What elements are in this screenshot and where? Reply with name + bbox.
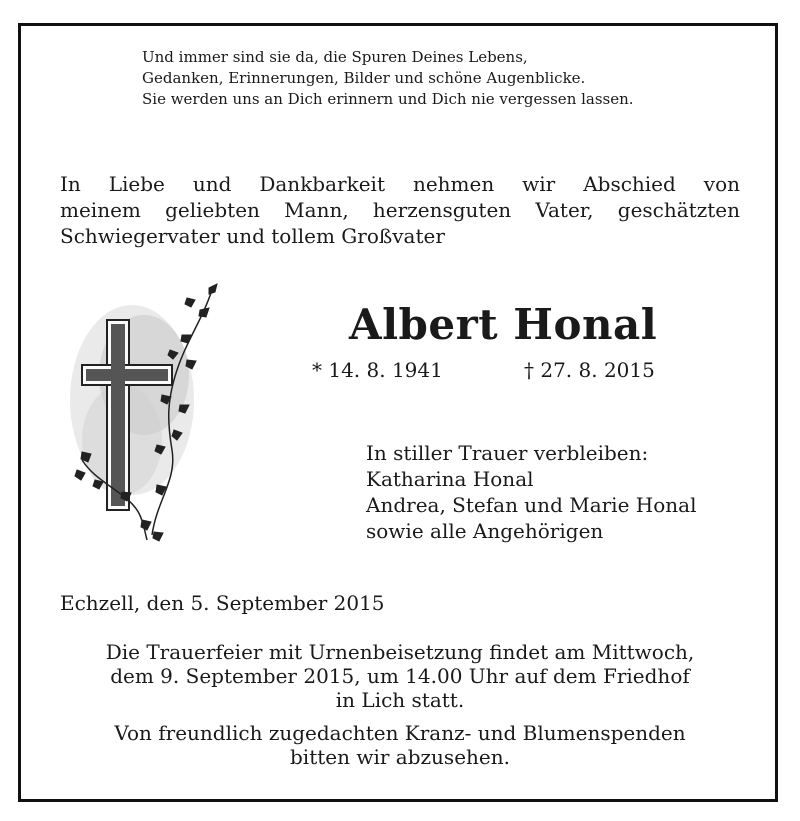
flowers-note-line: Von freundlich zugedachten Kranz- und Blumenspenden xyxy=(114,721,686,745)
motto-line: Gedanken, Erinnerungen, Bilder und schöne Augenblicke. xyxy=(142,69,586,87)
cross-with-ivy-icon xyxy=(62,280,222,550)
place-and-date: Echzell, den 5. September 2015 xyxy=(60,591,385,615)
death-date: † 27. 8. 2015 xyxy=(524,358,655,382)
intro-line: meinem geliebten Mann, herzensguten Vater, geschätzten xyxy=(60,198,740,222)
cross-shadow-background xyxy=(70,305,194,495)
service-line: in Lich statt. xyxy=(335,688,465,712)
mourner-name: Katharina Honal xyxy=(366,467,534,491)
funeral-service-info xyxy=(40,640,760,769)
mourners-block xyxy=(366,440,696,544)
deceased-name: Albert Honal xyxy=(349,300,658,349)
flowers-note-line: bitten wir abzusehen. xyxy=(290,745,510,769)
service-line: dem 9. September 2015, um 14.00 Uhr auf dem Friedhof xyxy=(110,664,690,688)
motto-line: Und immer sind sie da, die Spuren Deines Lebens, xyxy=(142,48,528,66)
service-line: Die Trauerfeier mit Urnenbeisetzung findet am Mittwoch, xyxy=(105,640,695,664)
intro-line: Schwiegervater und tollem Großvater xyxy=(60,224,445,248)
intro-line: In Liebe und Dankbarkeit nehmen wir Abschied von xyxy=(60,172,740,196)
motto-verse xyxy=(142,47,634,110)
mourner-name: sowie alle Angehörigen xyxy=(366,519,604,543)
mourner-name: Andrea, Stefan und Marie Honal xyxy=(366,493,697,517)
motto-line: Sie werden uns an Dich erinnern und Dich nie vergessen lassen. xyxy=(142,90,634,108)
birth-date: * 14. 8. 1941 xyxy=(312,358,443,382)
mourners-heading: In stiller Trauer verbleiben: xyxy=(366,441,649,465)
intro-text xyxy=(60,171,740,249)
